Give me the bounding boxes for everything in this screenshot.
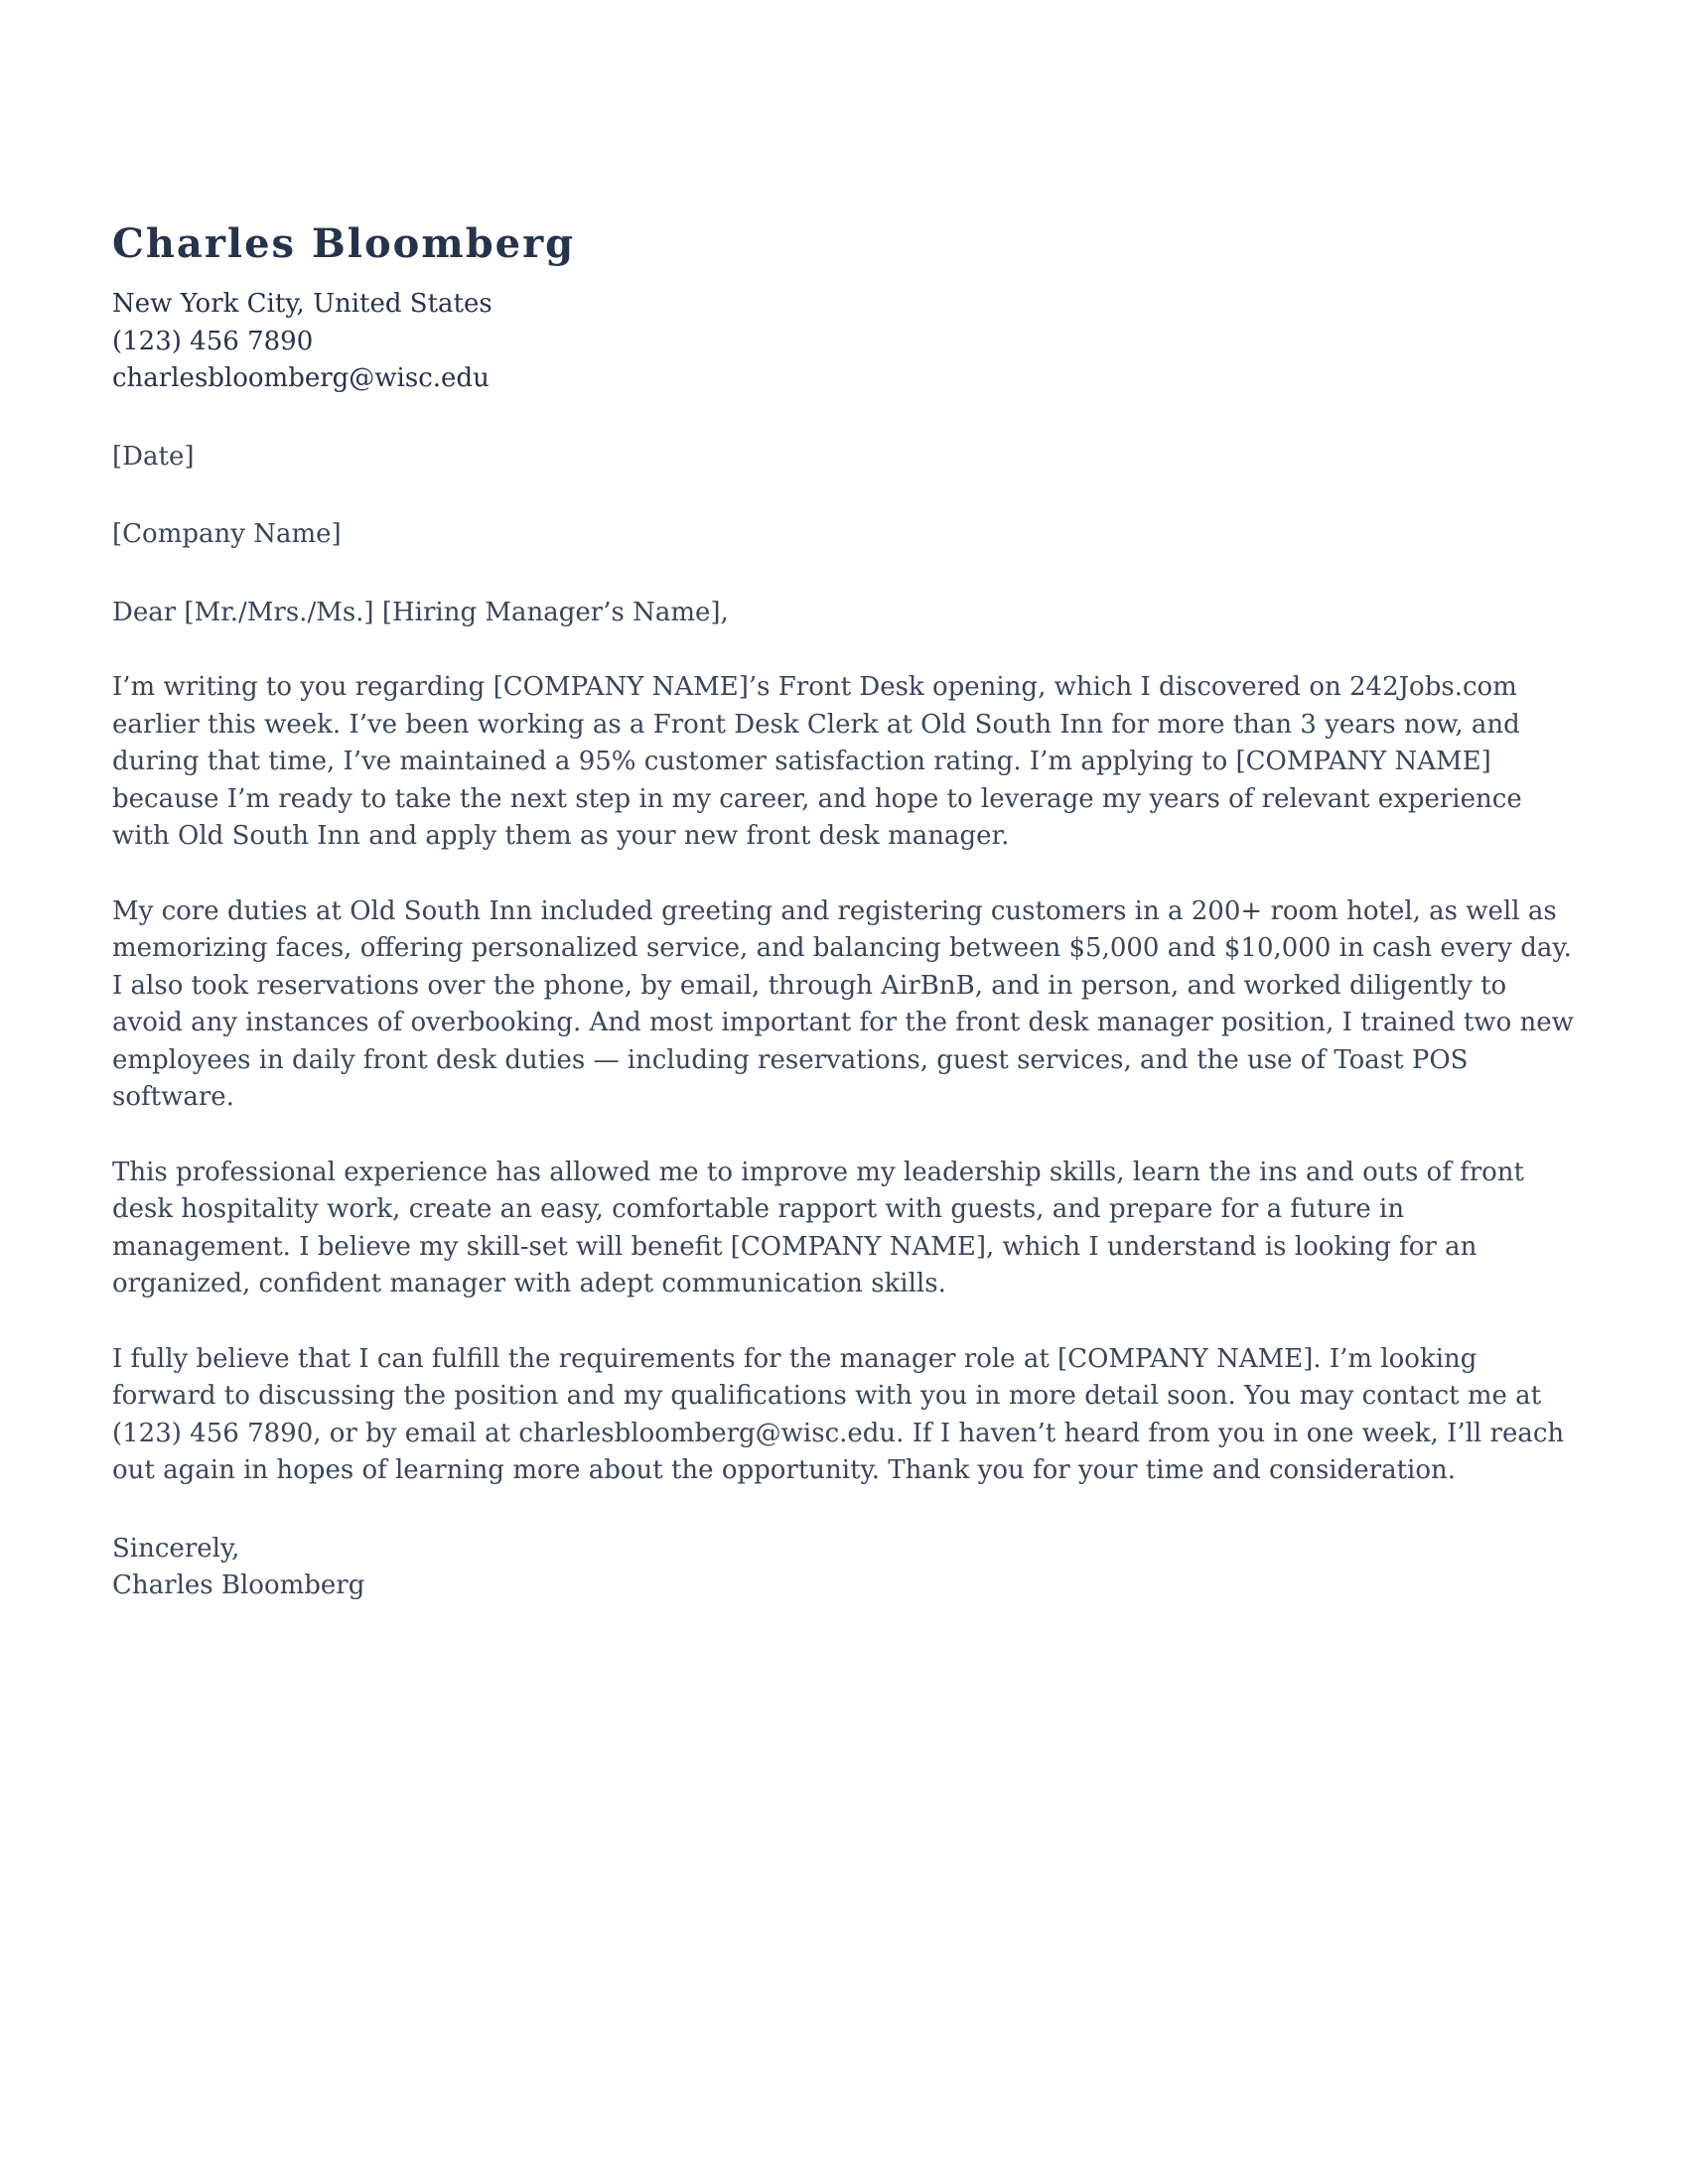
letter-body [112, 669, 1584, 1490]
cover-letter [112, 216, 1584, 1605]
sender-contact-block [112, 286, 1584, 398]
sender-name: Charles Bloomberg [112, 220, 576, 267]
body-paragraph-skills: This professional experience has allowed me to improve my leadership skills, learn the ins and outs of front desk hospitality work, create an easy, comfortable rapport with guests, and prepare for a future in management. I believe my skill-set will benefit [COMPANY NAME], which I understand is looking for an organized, confident manager with adept communication skills. [112, 1157, 1524, 1298]
sender-email: charlesbloomberg@wisc.edu [112, 363, 490, 393]
body-paragraph-closing: I fully believe that I can fulfill the requirements for the manager role at [COMPANY NAME]. I’m looking forward to discussing the position and my qualifications with you in more detail soon. You may contact me at (123) 456 7890, or by email at charlesbloomberg@wisc.edu. If I haven’t heard from you in one week, I’ll reach out again in hopes of learning more about the opportunity. Thank you for your time and consideration. [112, 1343, 1565, 1485]
date-line: [Date] [112, 441, 195, 472]
salutation: Dear [Mr./Mrs./Ms.] [Hiring Manager’s Name], [112, 597, 729, 627]
valediction: Sincerely, [112, 1533, 240, 1564]
company-name-line: [Company Name] [112, 519, 342, 549]
signature-name: Charles Bloomberg [112, 1570, 365, 1600]
body-paragraph-intro: I’m writing to you regarding [COMPANY NAME]’s Front Desk opening, which I discovered on 242Jobs.com earlier this week. I’ve been working as a Front Desk Clerk at Old South Inn for more than 3 years now, and during that time, I’ve maintained a 95% customer satisfaction rating. I’m applying to [COMPANY NAME] because I’m ready to take the next step in my career, and hope to leverage my years of relevant experience with Old South Inn and apply them as your new front desk manager. [112, 672, 1522, 851]
body-paragraph-duties: My core duties at Old South Inn included greeting and registering customers in a 200+ room hotel, as well as memorizing faces, offering personalized service, and balancing between $5,000 and $10,000 in cash every day. I also took reservations over the phone, by email, through AirBnB, and in person, and worked diligently to avoid any instances of overbooking. And most important for the front desk manager position, I trained two new employees in daily front desk duties — including reservations, guest services, and the use of Toast POS software. [112, 895, 1574, 1112]
sender-phone: (123) 456 7890 [112, 326, 314, 356]
sender-location: New York City, United States [112, 289, 492, 319]
letter-closing [112, 1531, 1584, 1605]
